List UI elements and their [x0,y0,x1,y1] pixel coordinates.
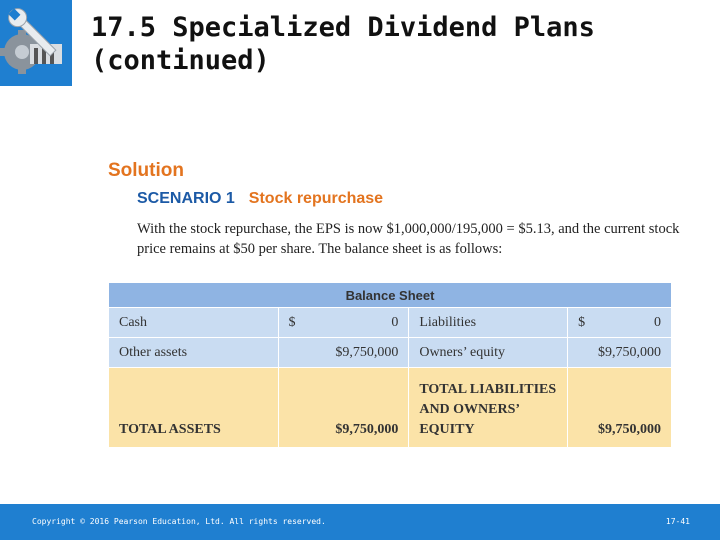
solution-heading: Solution [108,160,184,181]
amount: 0 [391,314,399,330]
other-assets-value: $9,750,000 [278,338,409,368]
label-line: EQUITY [419,422,475,437]
copyright-text: Copyright © 2016 Pearson Education, Ltd. All rights reserved. [32,517,326,526]
table-header-row [109,283,672,308]
table-row [109,338,672,368]
currency-symbol: $ [578,314,586,330]
total-assets-value: $9,750,000 [278,368,409,448]
currency-symbol: $ [288,314,296,330]
liabilities-value [568,308,672,338]
cash-value [278,308,409,338]
owners-equity-value: $9,750,000 [568,338,672,368]
label-line: TOTAL LIABILITIES [419,382,557,397]
label-line: AND OWNERS’ [419,402,521,417]
scenario-name: Stock repurchase [248,190,384,207]
table-row [109,308,672,338]
total-liabilities-label [409,368,568,448]
footer-bar [0,504,720,540]
slide-title: 17.5 Specialized Dividend Plans (continued) [91,12,595,76]
amount: 0 [654,314,661,330]
balance-sheet-table [108,282,672,448]
scenario-heading [137,190,383,208]
scenario-number: SCENARIO 1 [137,190,235,207]
table-row [109,368,672,448]
owners-equity-label: Owners’ equity [409,338,568,368]
total-assets-label: TOTAL ASSETS [109,368,279,448]
slide-number: 17-41 [665,517,690,526]
other-assets-label: Other assets [109,338,279,368]
liabilities-label: Liabilities [409,308,568,338]
balance-sheet-header: Balance Sheet [109,283,672,308]
scenario-paragraph: With the stock repurchase, the EPS is now $1,000,000/195,000 = $5.13, and the current stock price remains at $50 per share. The balance sheet is as follows: [137,221,680,257]
total-liabilities-value: $9,750,000 [568,368,672,448]
cash-label: Cash [109,308,279,338]
wrench-gear-logo-icon [0,0,72,86]
